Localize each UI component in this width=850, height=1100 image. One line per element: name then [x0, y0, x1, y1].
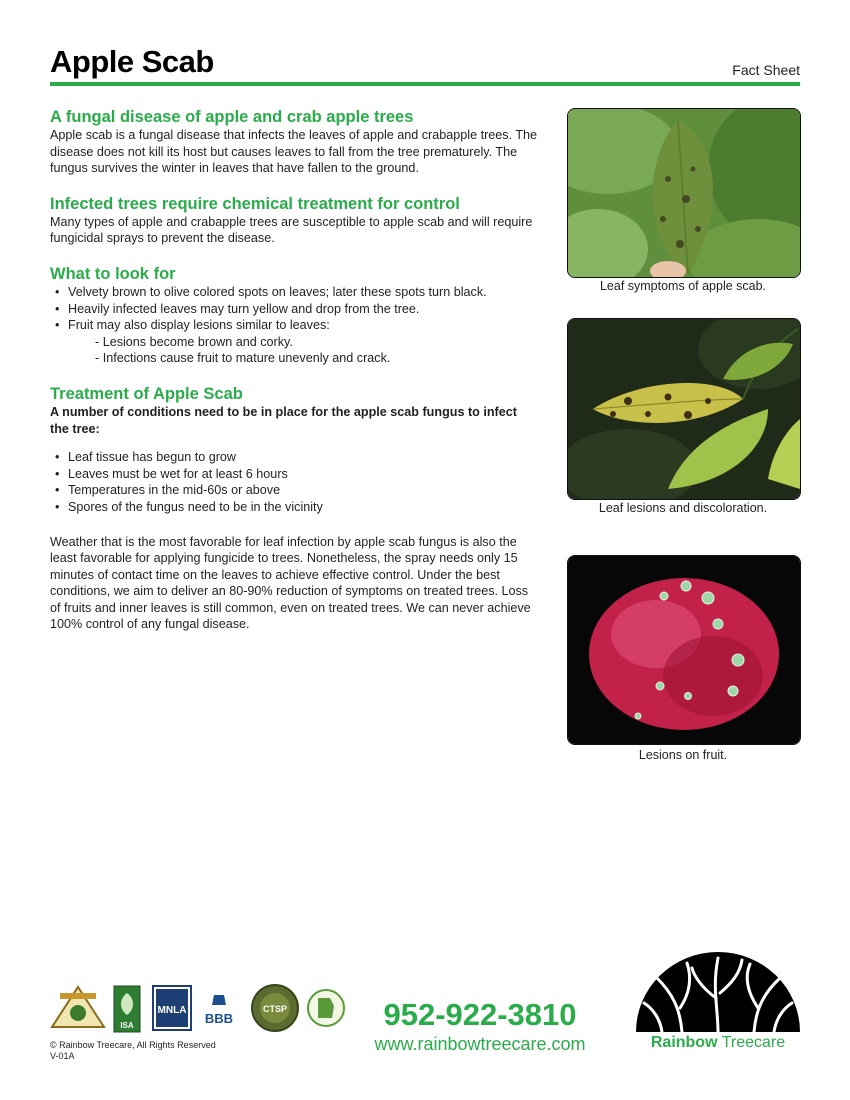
section-lead: A number of conditions need to be in place for the apple scab fungus to infect the tree: — [50, 404, 517, 436]
document-type-label: Fact Sheet — [732, 62, 800, 78]
header-divider — [50, 82, 800, 86]
list-item: • Fruit may also display lesions similar to leaves: — [55, 317, 538, 334]
section-heading: A fungal disease of apple and crab apple trees — [50, 108, 414, 126]
photo-caption: Leaf symptoms of apple scab. — [599, 279, 767, 293]
page-title: Apple Scab — [50, 44, 214, 79]
ctsp-badge-icon — [250, 983, 300, 1033]
copyright-text: © Rainbow Treecare, All Rights Reserved — [50, 1040, 216, 1050]
list-subitem: - Lesions become brown and corky. — [95, 334, 293, 349]
tree-logo-icon — [632, 948, 804, 1032]
section-heading: Treatment of Apple Scab — [50, 384, 243, 403]
photo-caption: Leaf lesions and discoloration. — [598, 501, 768, 515]
section-text: Weather that is the most favorable for leaf infection by apple scab fungus is also the least favorable for applying fungicide to trees. Nonetheless, the spray needs only 15 minutes of contact time on the leaves to achieve effective control. Under the best conditions, we aim to deliver an 80-90% reduction of symptoms on treated trees. Loss of fruits and inner leaves is still common, even on treated trees. We can never achieve 100% control of any fungal disease. — [50, 534, 531, 632]
award-badge-icon — [50, 985, 106, 1031]
main-content — [50, 108, 538, 633]
leaf-lesions-photo — [567, 318, 801, 500]
section-text: Many types of apple and crabapple trees are susceptible to apple scab and will require fungicidal sprays to prevent the disease. — [50, 214, 533, 246]
list-item: • Heavily infected leaves may turn yellow and drop from the tree. — [55, 301, 538, 318]
ctsp-badge-text: CTSP — [262, 1004, 288, 1014]
bbb-badge-text: BBB — [204, 1011, 234, 1026]
list-item: • Leaf tissue has begun to grow — [55, 449, 538, 466]
section-treatment-required — [50, 195, 538, 247]
section-text: Apple scab is a fungal disease that infects the leaves of apple and crabapple trees. The disease does not kill its host but causes leaves to fall from the tree prematurely. The fungus survives the winter in leaves that have fallen to the ground. — [50, 128, 538, 176]
fruit-lesions-photo — [567, 555, 801, 745]
section-what-to-look-for — [50, 265, 538, 367]
leaf-symptoms-photo — [567, 108, 801, 278]
brand-name-light: Treecare — [721, 1034, 786, 1051]
phone-number[interactable]: 952-922-3810 — [383, 997, 577, 1032]
brand-name-bold: Rainbow — [650, 1034, 718, 1051]
section-treatment — [50, 385, 538, 633]
copyright-block — [50, 1040, 216, 1062]
bbb-badge-icon — [200, 993, 238, 1029]
list-item: • Spores of the fungus need to be in the vicinity — [55, 499, 538, 516]
document-code: V-01A — [50, 1051, 75, 1061]
isa-certified-badge-icon — [113, 985, 141, 1033]
isa-badge-text: ISA — [120, 1021, 134, 1030]
brand-name — [632, 1034, 804, 1052]
section-heading: Infected trees require chemical treatment for control — [50, 194, 460, 213]
list-item: • Temperatures in the mid-60s or above — [55, 482, 538, 499]
list-item: • Velvety brown to olive colored spots on leaves; later these spots turn black. — [55, 284, 538, 301]
conditions-list — [50, 449, 538, 515]
website-link[interactable]: www.rainbowtreecare.com — [374, 1034, 586, 1054]
list-item: • Leaves must be wet for at least 6 hours — [55, 466, 538, 483]
list-subitem: - Infections cause fruit to mature unevenly and crack. — [95, 351, 391, 366]
mnla-badge-icon — [152, 985, 192, 1031]
mnla-badge-text: MNLA — [157, 1005, 187, 1016]
photo-caption: Lesions on fruit. — [638, 748, 728, 762]
symptom-list — [50, 284, 538, 334]
section-heading: What to look for — [50, 264, 176, 283]
certification-logos — [50, 985, 350, 1035]
section-intro — [50, 108, 538, 177]
